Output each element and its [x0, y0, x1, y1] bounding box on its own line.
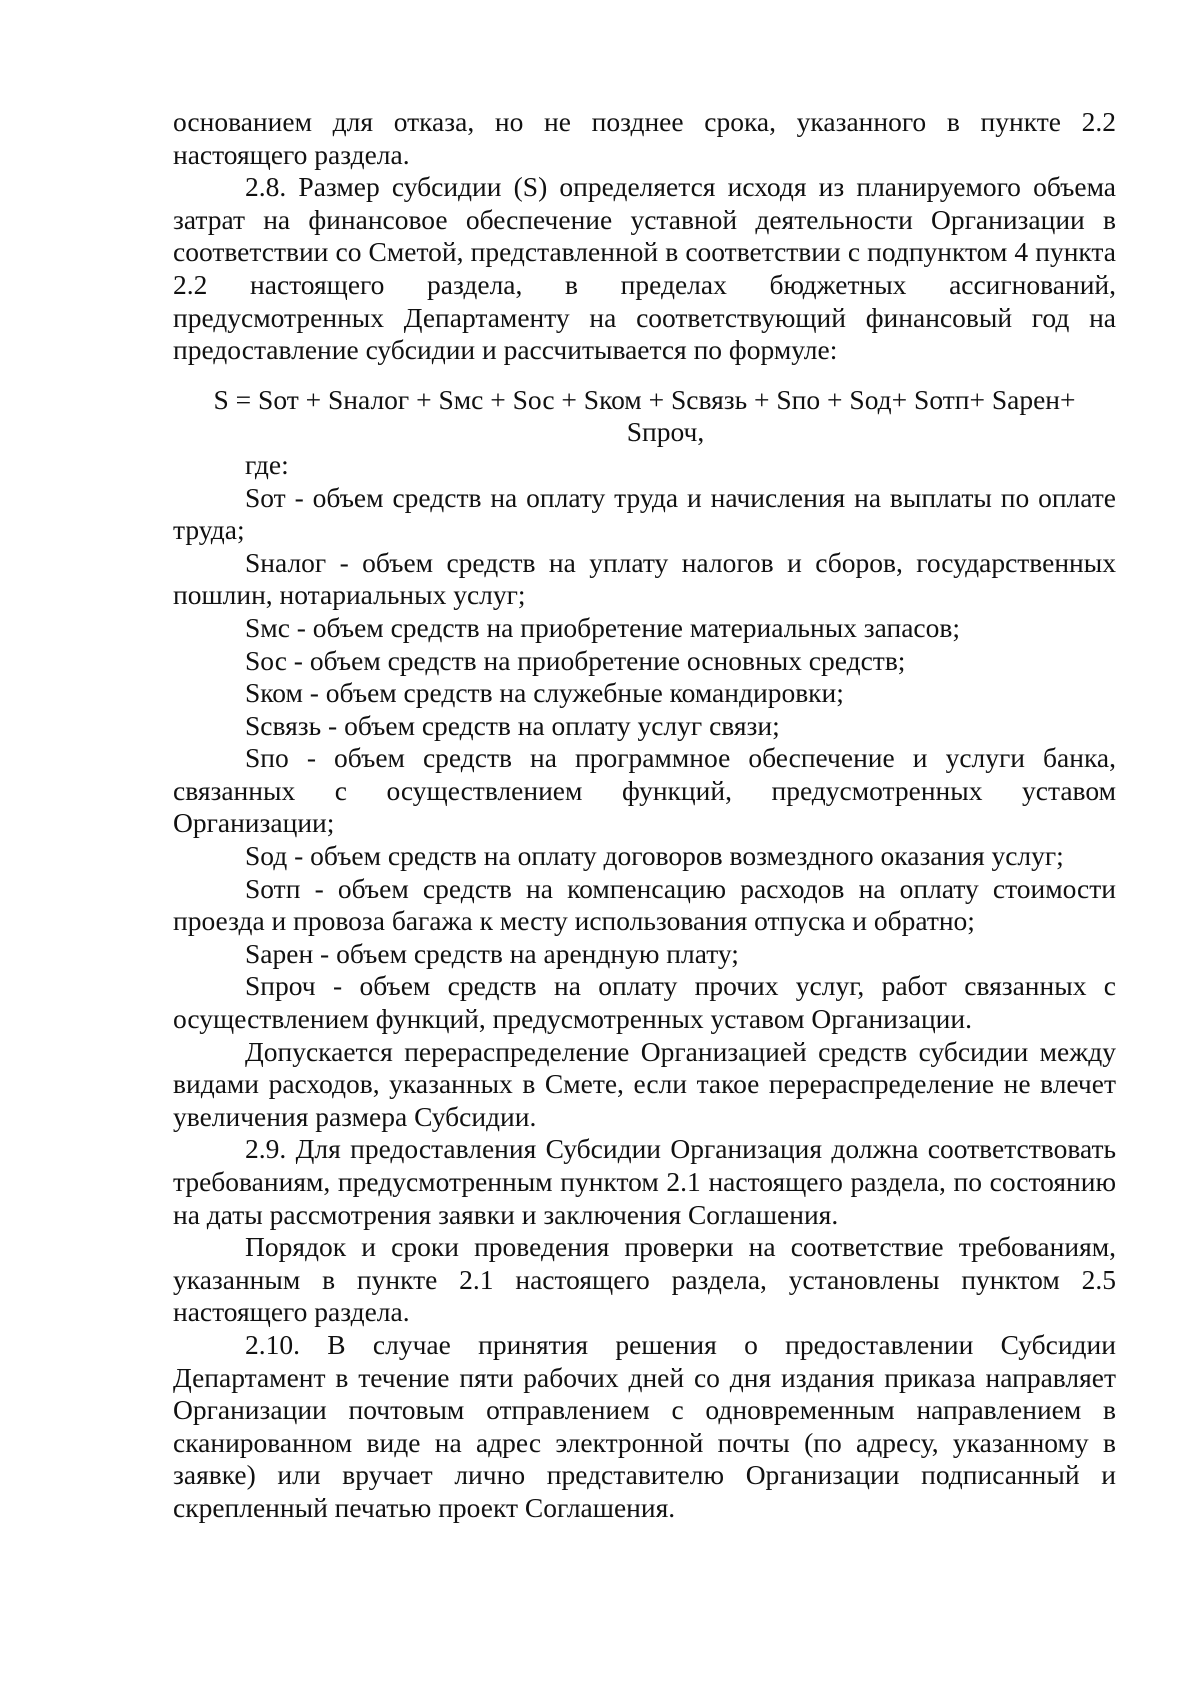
- definition-ssvyaz: Sсвязь - объем средств на оплату услуг связи;: [245, 709, 780, 741]
- paragraph-continuation: основанием для отказа, но не позднее срока, указанного в пункте 2.2 настоящего раздела.: [173, 106, 1116, 170]
- definition-spo: Sпо - объем средств на программное обеспечение и услуги банка, связанных с осуществлением функций, предусмотренных уставом Организации;: [173, 742, 1116, 839]
- paragraph-verification-procedure: Порядок и сроки проведения проверки на соответствие требованиям, указанным в пункте 2.1 настоящего раздела, установлены пунктом 2.5 настоящего раздела.: [173, 1231, 1116, 1328]
- definition-saren: Sарен - объем средств на арендную плату;: [245, 937, 739, 969]
- definition-sms: Sмс - объем средств на приобретение материальных запасов;: [245, 611, 960, 643]
- formula-line-1: S = Sот + Sналог + Sмс + Sос + Sком + Sсвязь + Sпо + Sод+ Sотп+ Sарен+: [213, 383, 1076, 415]
- subsidy-formula: [173, 384, 1116, 449]
- where-label: где:: [245, 448, 289, 480]
- definition-skom: Sком - объем средств на служебные командировки;: [245, 677, 844, 709]
- definition-sot: Sот - объем средств на оплату труда и начисления на выплаты по оплате труда;: [173, 481, 1116, 546]
- paragraph-redistribution: Допускается перераспределение Организацией средств субсидии между видами расходов, указанных в Смете, если такое перераспределение не влечет увеличения размера Субсидии.: [173, 1035, 1116, 1132]
- paragraph-2-9: 2.9. Для предоставления Субсидии Организация должна соответствовать требованиям, предусмотренным пунктом 2.1 настоящего раздела, по состоянию на даты рассмотрения заявки и заключения Соглашения.: [173, 1133, 1116, 1230]
- paragraph-2-10: 2.10. В случае принятия решения о предоставлении Субсидии Департамент в течение пяти рабочих дней со дня издания приказа направляет Организации почтовым отправлением с одновременным направлением в сканированном виде на адрес электронной почты (по адресу, указанному в заявке) или вручает лично представителю Организации подписанный и скрепленный печатью проект Соглашения.: [173, 1328, 1116, 1523]
- formula-line-2: Sпроч,: [626, 416, 705, 448]
- definition-sod: Sод - объем средств на оплату договоров возмездного оказания услуг;: [245, 840, 1064, 872]
- paragraph-2-8: 2.8. Размер субсидии (S) определяется исходя из планируемого объема затрат на финансовое обеспечение уставной деятельности Организации в соответствии со Сметой, представленной в соответствии с подпунктом 4 пункта 2.2 настоящего раздела, в пределах бюджетных ассигнований, предусмотренных Департаменту на соответствующий финансовый год на предоставление субсидии и рассчитывается по формуле:: [173, 171, 1116, 366]
- definition-sos: Sос - объем средств на приобретение основных средств;: [245, 644, 906, 676]
- document-page: [173, 106, 1116, 1525]
- definition-sotp: Sотп - объем средств на компенсацию расходов на оплату стоимости проезда и провоза багажа к месту использования отпуска и обратно;: [173, 872, 1116, 937]
- definition-snalog: Sналог - объем средств на уплату налогов и сборов, государственных пошлин, нотариальных услуг;: [173, 546, 1116, 611]
- definition-sproch: Sпроч - объем средств на оплату прочих услуг, работ связанных с осуществлением функций, предусмотренных уставом Организации.: [173, 970, 1116, 1035]
